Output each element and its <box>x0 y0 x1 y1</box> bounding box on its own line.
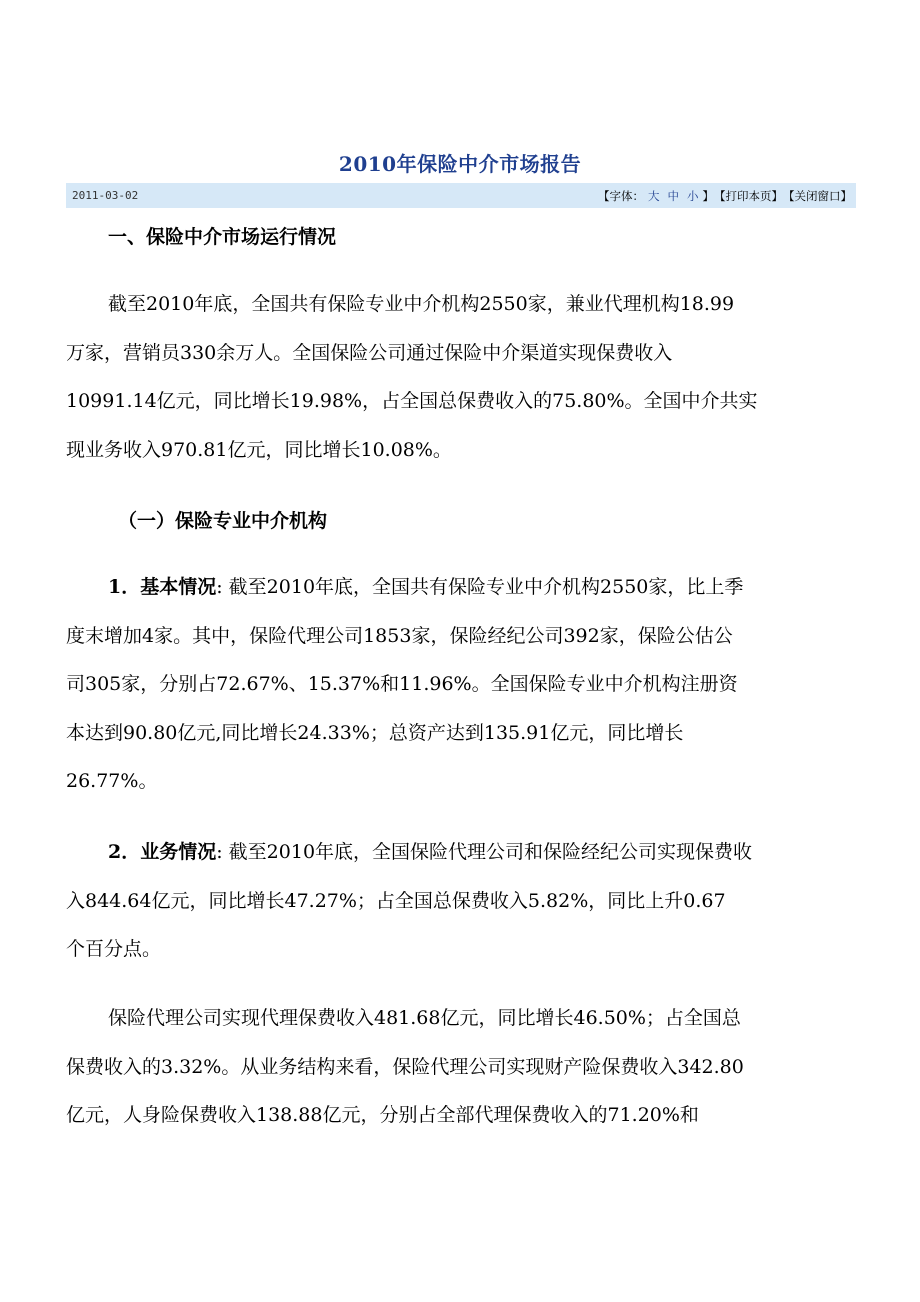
print-page-link[interactable]: 【打印本页】 <box>714 189 783 203</box>
font-size-label: 【字体： <box>598 189 644 203</box>
text-line <box>66 563 856 612</box>
text-line: 万家，营销员330余万人。全国保险公司通过保险中介渠道实现保费收入 <box>66 341 673 364</box>
subsection-heading: （一）保险专业中介机构 <box>118 510 328 532</box>
paragraph-basic-info <box>66 563 856 806</box>
paragraph-agency-premium <box>66 994 856 1140</box>
publish-date: 2011-03-02 <box>72 189 139 202</box>
paragraph-overview <box>66 280 856 474</box>
text-line: 入844.64亿元，同比增长47.27%；占全国总保费收入5.82%，同比上升0.67 <box>66 889 726 912</box>
text-line: 截至2010年底，全国共有保险专业中介机构2550家，兼业代理机构18.99 <box>108 293 735 315</box>
section-heading: 一、保险中介市场运行情况 <box>108 226 337 248</box>
font-size-bracket: 】 <box>702 189 714 203</box>
text-line: 现业务收入970.81亿元，同比增长10.08%。 <box>66 438 452 461</box>
close-window-link[interactable]: 【关闭窗口】 <box>783 189 852 203</box>
text-line: 司305家，分别占72.67%、15.37%和11.96%。全国保险专业中介机构注册资 <box>66 673 738 695</box>
text-line: 10991.14亿元，同比增长19.98%，占全国总保费收入的75.80%。全国中介共实 <box>66 390 758 412</box>
text-line: 度末增加4家。其中，保险代理公司1853家，保险经纪公司392家，保险公估公 <box>66 624 733 647</box>
page-toolbar <box>598 188 852 204</box>
text-line: 亿元，人身险保费收入138.88亿元，分别占全部代理保费收入的71.20%和 <box>66 1104 699 1126</box>
paragraph-business-info <box>66 828 856 974</box>
text-line: 保险代理公司实现代理保费收入481.68亿元，同比增长46.50%；占全国总 <box>108 1007 741 1029</box>
text-line: 个百分点。 <box>66 938 162 960</box>
item-text: : 截至2010年底，全国保险代理公司和保险经纪公司实现保费收 <box>216 841 753 863</box>
text-line: 保费收入的3.32%。从业务结构来看，保险代理公司实现财产险保费收入342.80 <box>66 1055 744 1078</box>
font-size-small-link[interactable]: 小 <box>687 189 699 203</box>
font-size-medium-link[interactable]: 中 <box>667 189 679 203</box>
item-text: : 截至2010年底，全国共有保险专业中介机构2550家，比上季 <box>216 576 744 598</box>
text-line: 26.77%。 <box>66 770 158 792</box>
text-line: 本达到90.80亿元,同比增长24.33%；总资产达到135.91亿元，同比增长 <box>66 721 684 744</box>
page-title: 2010年保险中介市场报告 <box>338 152 582 176</box>
text-line <box>66 828 856 877</box>
font-size-large-link[interactable]: 大 <box>648 189 660 203</box>
item-label: 1．基本情况 <box>108 576 217 598</box>
item-label: 2．业务情况 <box>108 841 217 863</box>
meta-bar <box>66 183 856 208</box>
